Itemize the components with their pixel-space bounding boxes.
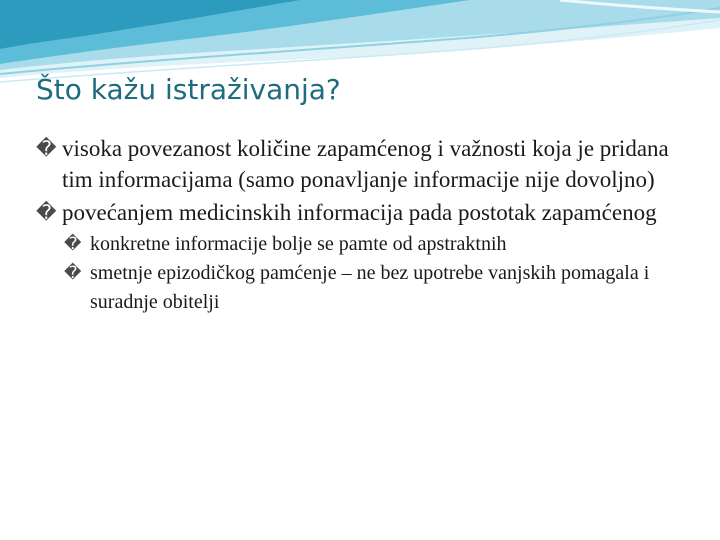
sub-list-item-text: konkretne informacije bolje se pamte od apstraktnih (90, 233, 507, 255)
bullet-icon: � (36, 136, 57, 160)
bullet-list (36, 133, 696, 317)
bullet-icon: � (64, 263, 82, 283)
sub-list-item (36, 259, 696, 317)
list-item (36, 197, 696, 228)
sub-list-item (36, 230, 696, 259)
slide-title: Što kažu istraživanja? (36, 73, 341, 106)
bullet-icon: � (64, 234, 82, 254)
list-item (36, 133, 696, 195)
list-item-text: visoka povezanost količine zapamćenog i važnosti koja je pridana tim informacijama (samo ponavljanje informacije nije dovoljno) (62, 136, 669, 192)
list-item-text: povećanjem medicinskih informacija pada postotak zapamćenog (62, 200, 657, 225)
bullet-icon: � (36, 200, 57, 224)
sub-list-item-text: smetnje epizodičkog pamćenje – ne bez upotrebe vanjskih pomagala i suradnje obitelji (90, 262, 650, 313)
